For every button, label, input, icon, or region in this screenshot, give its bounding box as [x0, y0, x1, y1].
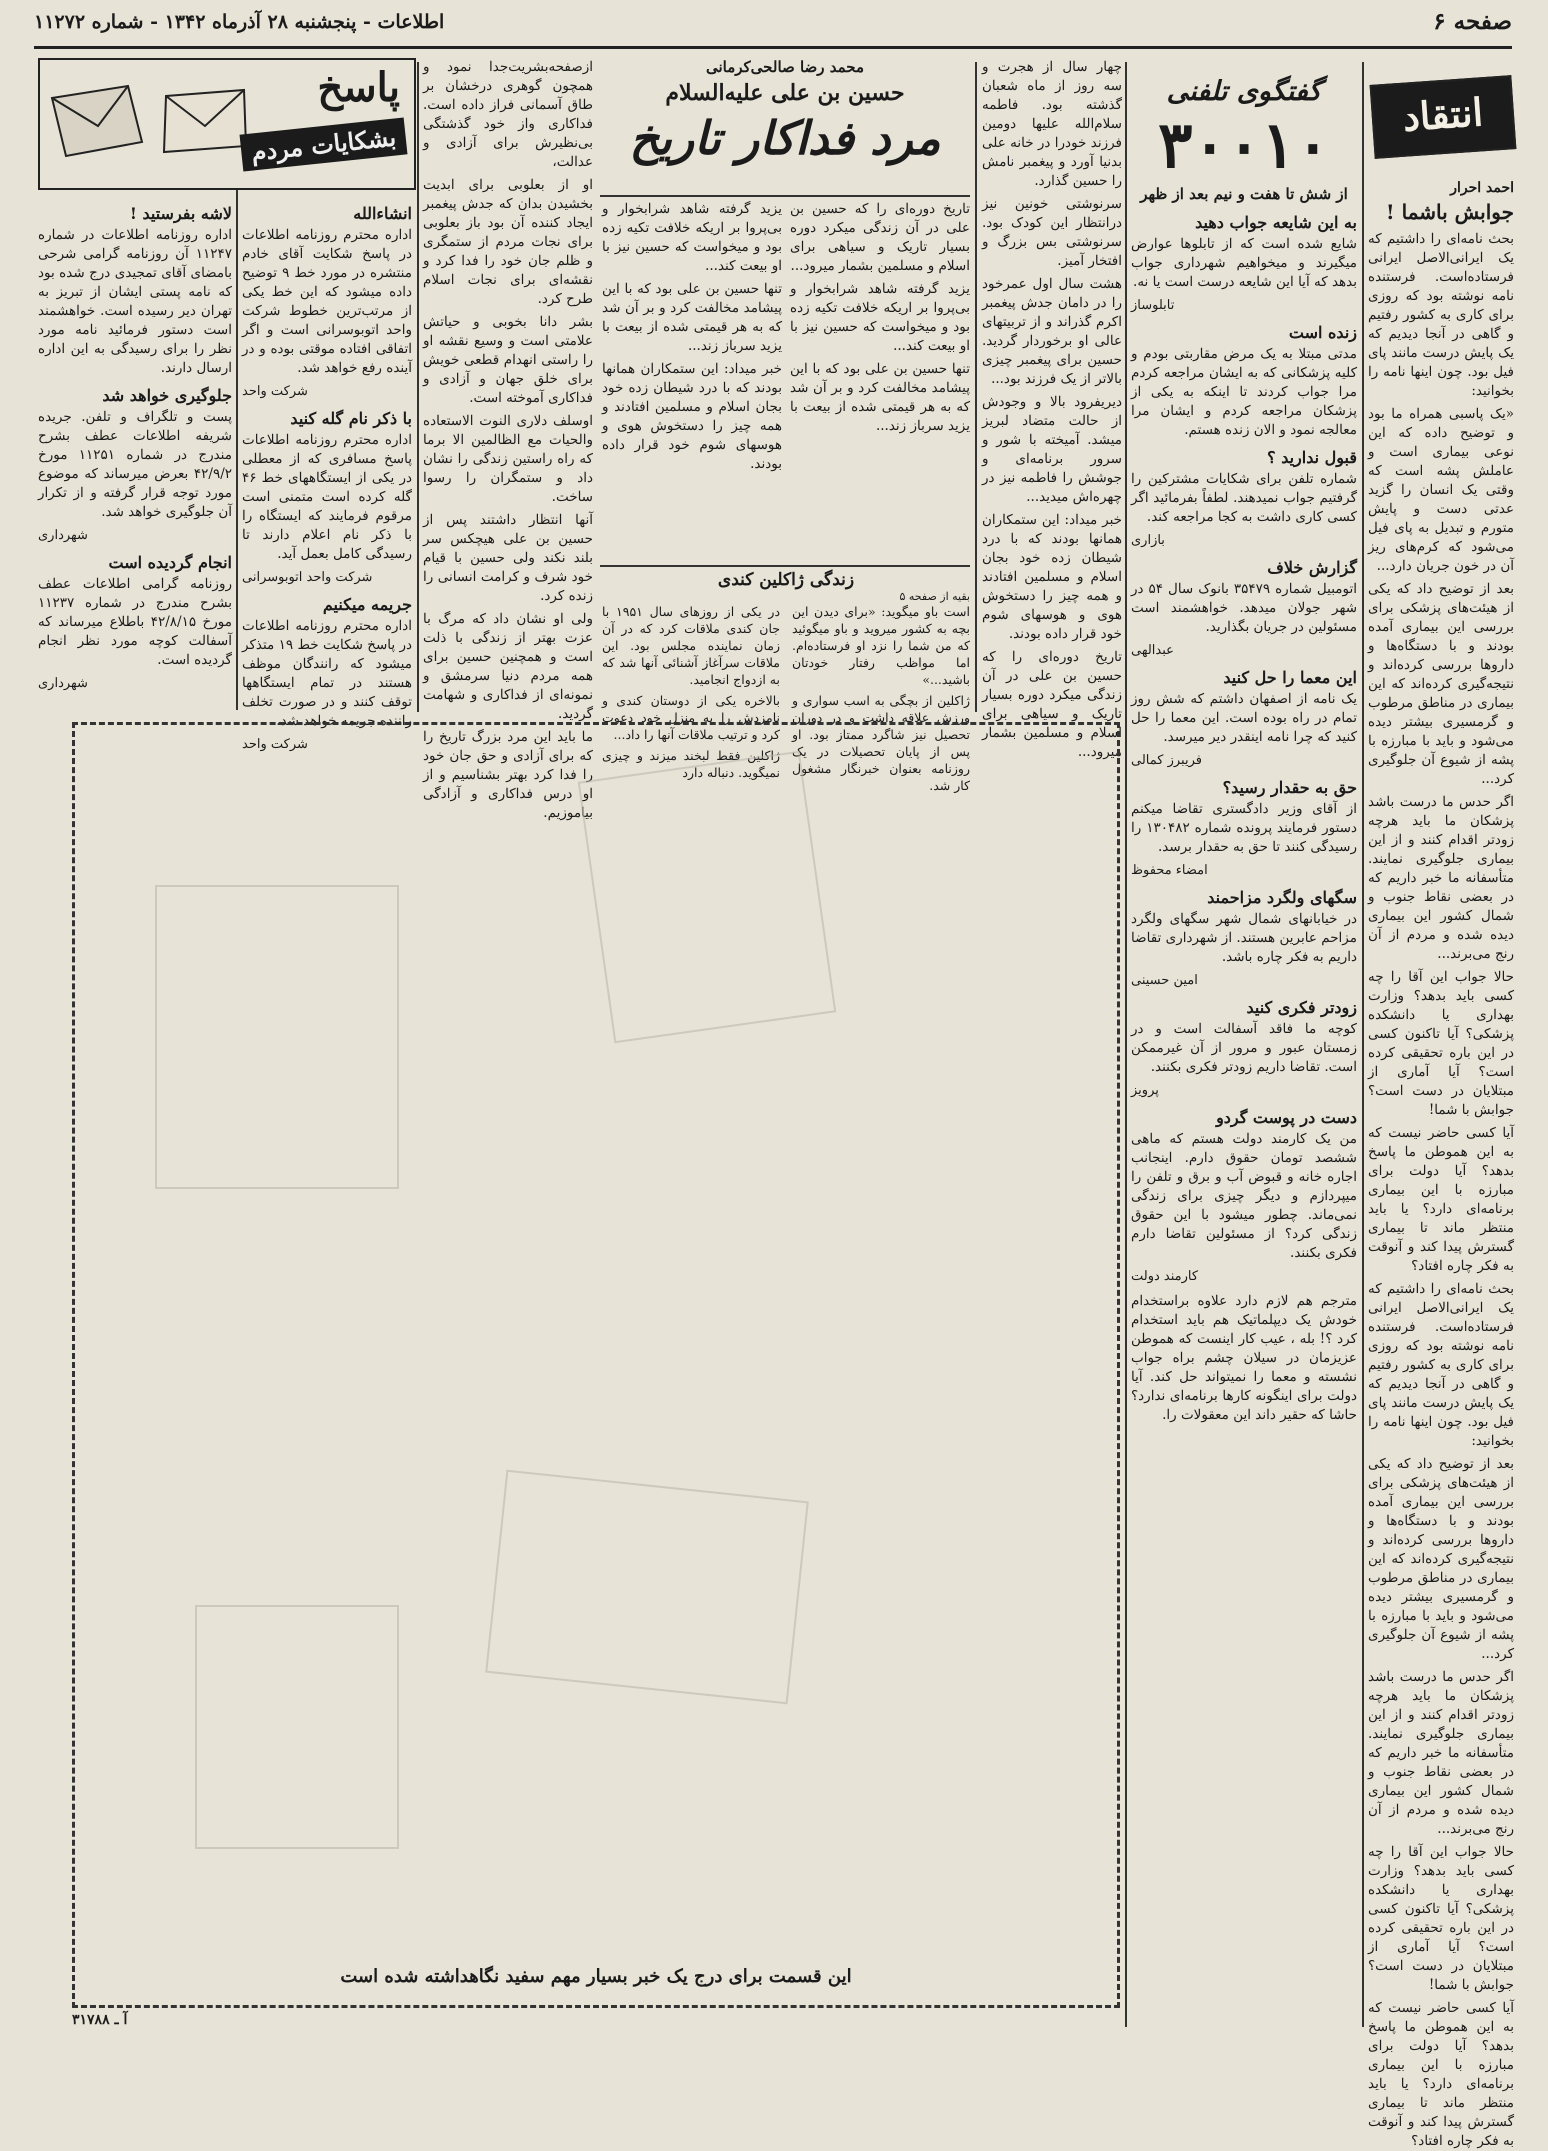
paragraph: هشت سال اول عمرخود را در دامان جدش پیغمبر اکرم گذراند و از تربیتهای عالی او برخوردار گردید. حسین برای پیغمبر چیزی بالاتر از یک فرزند بود...	[982, 276, 1122, 387]
column-rule	[1125, 62, 1127, 2027]
fadakar-subtitle: حسین بن علی علیه‌السلام	[665, 80, 905, 106]
item-heading: دست در پوست گردو	[1216, 1108, 1357, 1127]
paragraph: آیا کسی حاضر نیست که به این هموطن ما پاسخ بدهد؟ آیا دولت برای مبارزه با این بیماری برنامه‌ای دارد؟ یا باید منتظر ماند تا بیماری گسترش پیدا کند و آنوقت به فکر چاره افتاد؟	[1368, 2000, 1514, 2149]
critique-body	[1368, 230, 1514, 2151]
paragraph: ما باید این مرد بزرگ تاریخ را که برای آزادی و حق جان خود را فدا کرد بهتر بشناسیم و از او درس فداکاری و آزادگی بیاموزیم.	[423, 729, 593, 821]
complaints-col-2	[38, 196, 232, 712]
paragraph: اوسلف دلاری النوت الاستعاده والحیات مع الظالمین الا برما که راه راستین زندگی را نشان داد و ستمگران را رسوا ساخت.	[423, 413, 593, 505]
reserved-note: این قسمت برای درج یک خبر بسیار مهم سفید نگاهداشته شده است	[340, 1966, 852, 1987]
paragraph: حالا جواب این آقا را چه کسی باید بدهد؟ وزارت بهداری یا دانشکده پزشکی؟ آیا تاکنون کسی در این باره تحقیقی کرده است؟ آیا آماری از مبتلایان در دست است؟ جوابش با شما!	[1368, 1844, 1514, 1993]
item-heading: زودتر فکری کنید	[1246, 998, 1357, 1017]
footer-code: آ ـ ۳۱۷۸۸	[72, 2012, 128, 2028]
item-signature: شهرداری	[38, 528, 88, 543]
envelope-icon	[160, 86, 250, 156]
item-signature: امضاء محفوظ	[1131, 863, 1208, 878]
paragraph: بحث نامه‌ای را داشتیم که یک ایرانی‌الاصل ایرانی فرستاده‌است. فرستنده نامه نوشته بود که روزی برای کاری به کشور رفتیم و گاهی در آنجا دیدیم که یک پایش درست مانند پای فیل بود. چون اینها نامه را بخوانید:	[1368, 1281, 1514, 1449]
item-text: اداره محترم روزنامه اطلاعات در پاسخ شکایت خط ۱۹ متذکر میشود که رانندگان موظف هستند در تمام ایستگاهها توقف کنند و در صورت تخلف راننده جریمه خواهد شد.	[242, 618, 412, 729]
paragraph: اگر حدس ما درست باشد پزشکان ما باید هرچه زودتر اقدام کنند و از این بیماری جلوگیری نمایند. متأسفانه ما خبر داریم که در بعضی نقاط جنوب و شمال کشور این بیماری دیده شده و مردم از آن رنج می‌برند...	[1368, 794, 1514, 962]
item-heading: با ذکر نام گله کنید	[290, 409, 412, 428]
item-heading: زنده است	[1288, 323, 1357, 342]
item-text: اتومبیل شماره ۳۵۴۷۹ بانوک سال ۵۴ در شهر جولان میدهد. خواهشمند است مسئولین در جریان بگذارید.	[1131, 581, 1357, 635]
paragraph: حالا جواب این آقا را چه کسی باید بدهد؟ وزارت بهداری یا دانشکده پزشکی؟ آیا تاکنون کسی در این باره تحقیقی کرده است؟ آیا آماری از مبتلایان در دست است؟ جوابش با شما!	[1368, 969, 1514, 1118]
item-signature: کارمند دولت	[1131, 1269, 1199, 1284]
issue-info: اطلاعات - پنجشنبه ۲۸ آذرماه ۱۳۴۲ - شماره ۱۱۲۷۲	[34, 11, 445, 33]
critique-column	[1368, 58, 1514, 2149]
critique-author: احمد احرار	[1450, 180, 1514, 196]
paragraph: خبر میداد: این ستمکاران همانها بودند که با درد شیطان زده خود بجان اسلام و مسلمین افتادند و همه چیز را دستخوش هوی و هوسهای شوم خود قرار داده بودند.	[602, 361, 782, 472]
item-heading: قبول ندارید ؟	[1267, 448, 1357, 467]
paragraph: چهار سال از هجرت و سه روز از ماه شعبان گذشته بود. فاطمه سلام‌الله علیها دومین فرزند خودرا در خانه علی بدنیا آورد و پیغمبر نامش را حسین گذارد.	[982, 59, 1122, 189]
item-text: روزنامه گرامی اطلاعات عطف بشرح مندرج در شماره ۱۱۲۳۷ مورخ ۴۲/۸/۱۵ باطلاع میرساند که آسفالت کوچه مورد نظر انجام گردیده است.	[38, 576, 232, 668]
paragraph: در یکی از روزهای سال ۱۹۵۱ با جان کندی ملاقات کرد که در آن زمان نماینده مجلس بود. این ملاقات سرآغاز آشنائی آنها شد که به ازدواج انجامید.	[602, 604, 781, 687]
paragraph: ولی او نشان داد که مرگ با عزت بهتر از زندگی با ذلت است و همچنین حسین برای همه مردم دنیا سرمشق و نمونه‌ای از فداکاری و شهامت گردید.	[423, 611, 593, 722]
item-text: از آقای وزیر دادگستری تقاضا میکنم دستور فرمایند پرونده شماره ۱۳۰۴۸۲ را رسیدگی کنند تا حق به حقدار برسد.	[1131, 801, 1358, 855]
item-signature: شرکت واحد	[242, 737, 308, 752]
fadakar-first-col	[982, 58, 1122, 760]
paragraph: آیا کسی حاضر نیست که به این هموطن ما پاسخ بدهد؟ آیا دولت برای مبارزه با این بیماری برنامه‌ای دارد؟ یا باید منتظر ماند تا بیماری گسترش پیدا کند و آنوقت به فکر چاره افتاد؟	[1368, 1125, 1514, 1274]
kennedy-continued: بقیه از صفحه ۵	[899, 590, 970, 603]
item-text: کوچه ما فاقد آسفالت است و در زمستان عبور و مرور از آن غیرممکن است. تقاضا داریم زودتر فکری بکنند.	[1131, 1021, 1357, 1075]
page-number: صفحه ۶	[1433, 8, 1512, 35]
paragraph: ژاکلین فقط لبخند میزند و چیزی نمیگوید. دنباله دارد	[602, 748, 780, 780]
fadakar-second-col-body	[602, 200, 782, 474]
paragraph: تنها حسین بن علی بود که با این پیشامد مخالفت کرد و بر آن شد که به هر قیمتی شده از بیعت با یزید سرباز زند...	[602, 281, 782, 354]
complaints-header-box	[38, 58, 416, 190]
kennedy-title: زندگی ژاکلین کندی	[717, 570, 855, 590]
faint-ghost-shape	[195, 1605, 399, 1849]
item-signature: شرکت واحد	[242, 384, 308, 399]
item-signature: بازاری	[1131, 533, 1165, 548]
kennedy-article	[602, 570, 970, 793]
item-text: اداره محترم روزنامه اطلاعات پاسخ مسافری که از معطلی در یکی از ایستگاههای خط ۴۶ گله کرده است متمنی است مرقوم فرمایند که ایستگاه را با ذکر نام اعلام دارند تا رسیدگی کامل بعمل آید.	[242, 432, 412, 562]
paragraph: ازصفحه‌بشریت‌جدا نمود و همچون گوهری درخشان بر طاق آسمانی فراز داده است. فداکاری واز خود گذشتگی بی‌نظیرش برای آزادی و عدالت،	[423, 59, 593, 170]
faint-ghost-shape	[578, 751, 837, 1044]
item-heading: به این شایعه جواب دهید	[1195, 213, 1357, 232]
item-heading: حق به حقدار رسید؟	[1222, 778, 1357, 797]
paragraph: آنها انتظار داشتند پس از حسین بن علی هیچکس سر بلند نکند ولی حسین با قیام خود شرف و کرامت انسانی را زنده کرد.	[423, 512, 593, 604]
item-heading: انشاءالله	[353, 204, 412, 223]
item-signature: تابلوساز	[1131, 298, 1175, 313]
column-rule	[975, 62, 977, 712]
item-signature: امین حسینی	[1131, 973, 1198, 988]
fadakar-byline: محمد رضا صالحی‌کرمانی	[705, 58, 865, 76]
paragraph: است باو میگوید: «برای دیدن این بچه به کشور میروید و باو میگوئید که من شما را نزد او فرستاده‌ام. اما مواظب رفتار خودتان باشید...»	[792, 604, 970, 687]
item-heading: جریمه میکنیم	[322, 595, 412, 614]
item-text: اداره روزنامه اطلاعات در شماره ۱۱۲۴۷ آن روزنامه گرامی شرحی بامضای آقای تمجیدی درج شده بود که نامه پستی ایشان از تبریز به تهران دیر رسیده است. خواهشمند است دستور فرمائید نامه مورد نظر را برای رسیدگی به این اداره ارسال دارند.	[38, 227, 232, 376]
paragraph: دیریفرود بالا و وجودش از حالت متضاد لبریز میشد. آمیخته با شور و سرور برنامه‌ای و جوشش را فاطمه نیز در چهره‌اش میدید...	[982, 394, 1122, 505]
item-heading: گزارش خلاف	[1267, 558, 1357, 577]
item-heading: سگهای ولگرد مزاحمند	[1207, 888, 1357, 907]
item-signature: عبدالهی	[1131, 643, 1174, 658]
paragraph: اگر حدس ما درست باشد پزشکان ما باید هرچه زودتر اقدام کنند و از این بیماری جلوگیری نمایند. متأسفانه ما خبر داریم که در بعضی نقاط جنوب و شمال کشور این بیماری دیده شده و مردم از آن رنج می‌برند...	[1368, 1669, 1514, 1837]
envelope-icon	[48, 78, 148, 163]
complaints-col-1-body	[242, 204, 412, 754]
reserved-blank-area	[72, 722, 1120, 2008]
fadakar-first-col-body	[982, 58, 1122, 762]
item-text: یک نامه از اصفهان داشتم که شش روز تمام در راه بوده است. این معما را حل کنید که چرا نامه اینقدر دیر میرسد.	[1131, 691, 1357, 745]
fadakar-continued	[423, 58, 593, 821]
item-text: شایع شده است که از تابلوها عوارض میگیرند و میخواهیم شهرداری جواب بدهد که آیا این شایعه درست است یا نه.	[1131, 236, 1357, 290]
critique-title: جوابش باشما !	[1385, 200, 1514, 224]
paragraph: بشر دانا بخوبی و حیاتش علامتی است و وسیع نقشه او را راستی انهدام قطعی خویش برای خلق جهان و آزادی و فداکاری آموخته است.	[423, 314, 593, 406]
item-text: شماره تلفن برای شکایات مشترکین را گرفتیم جواب نمیدهند. لطفاً بفرمائید اگر کسی کاری داشت به کجا مراجعه کند.	[1131, 471, 1357, 525]
item-signature: شرکت واحد اتوبوسرانی	[242, 570, 373, 585]
item-text: در خیابانهای شمال شهر سگهای ولگرد مزاحم عابرین هستند. از شهرداری تقاضا داریم به فکر چاره باشد.	[1131, 911, 1357, 965]
paragraph: بعد از توضیح داد که یکی از هیئت‌های پزشکی برای بررسی این بیماری آمده بودند و با دستگاه‌ها و داروها بررسی کرده‌اند و نتیجه‌گیری کرده‌اند که این بیماری در مناطق مرطوب و گرمسیری بیشتر دیده می‌شود و باید با مبارزه با پشه از شیوع آن جلوگیری کرد...	[1368, 1456, 1514, 1662]
row-rule	[600, 195, 970, 197]
fadakar-second-col	[602, 200, 782, 560]
paragraph: تاریخ دوره‌ای را که حسین بن علی در آن زندگی میکرد دوره بسیار تاریک و سیاهی برای اسلام و مسلمین بشمار میرود...	[790, 201, 970, 274]
phone-column	[1131, 58, 1357, 2033]
item-heading: انجام گردیده است	[108, 553, 232, 572]
critique-logo-text: انتقاد	[1401, 89, 1485, 140]
phone-hours: از شش تا هفت و نیم بعد از ظهر	[1140, 185, 1348, 203]
column-rule	[236, 190, 238, 710]
paragraph: ژاکلین از بچگی به اسب سواری و ورزش علاقه داشت و در دوران تحصیل نیز شاگرد ممتاز بود. او پس از پایان تحصیلات در یک روزنامه بعنوان خبرنگار مشغول کار شد.	[792, 693, 970, 793]
complaints-col-1	[242, 196, 412, 752]
item-text: مترجم هم لازم دارد علاوه براستخدام خودش یک دیپلماتیک هم باید استخدام کرد ؟! بله ، عیب کار اینست که هموطن عزیزمان در سیلان چشم براه جواب نشسته و معما را نمیتواند حل کند. آیا دولت برای اینگونه کارها برنامه‌ای ندارد؟ حاشا که حقیر داند این معقولات را.	[1131, 1293, 1357, 1423]
item-text: من یک کارمند دولت هستم که ماهی ششصد تومان حقوق دارم. اینجانب اجاره خانه و قبوض آب و برق و تلفن را میپردازم و دیگر چیزی برای زندگی نمی‌ماند. چطور میشود با این حقوق زندگی کرد؟ از مسئولین تقاضا دارم فکری بکنند.	[1131, 1131, 1357, 1261]
item-heading: این معما را حل کنید	[1223, 668, 1357, 687]
paragraph: بحث نامه‌ای را داشتیم که یک ایرانی‌الاصل ایرانی فرستاده‌است. فرستنده نامه نوشته بود که روزی برای کاری به کشور رفتیم و گاهی در آنجا دیدیم که یک پایش درست مانند پای فیل بود. چون اینها نامه را بخوانید:	[1368, 231, 1514, 399]
phone-title: گفتگوی تلفنی	[1166, 76, 1322, 107]
paragraph: یزید گرفته شاهد شرابخوار و بی‌پروا بر اریکه خلافت تکیه زده بود و میخواست که حسین نیز با او بیعت کند...	[790, 281, 970, 354]
paragraph: خبر میداد: این ستمکاران همانها بودند که با درد شیطان زده خود بجان اسلام و مسلمین افتادند و همه چیز را دستخوش هوی و هوسهای شوم خود قرار داده بودند.	[982, 512, 1122, 642]
column-rule	[417, 62, 419, 712]
phone-items	[1131, 213, 1357, 1425]
paragraph: تنها حسین بن علی بود که با این پیشامد مخالفت کرد و بر آن شد که به هر قیمتی شده از بیعت با یزید سرباز زند...	[790, 361, 970, 434]
faint-ghost-shape	[485, 1470, 809, 1705]
item-signature: شهرداری	[38, 676, 88, 691]
phone-number: ۳۰۰۱۰	[1158, 108, 1330, 183]
faint-ghost-shape	[155, 885, 399, 1189]
paragraph: بعد از توضیح داد که یکی از هیئت‌های پزشکی برای بررسی این بیماری آمده بودند و با دستگاه‌ها و داروها بررسی کرده‌اند و نتیجه‌گیری کرده‌اند که این بیماری در مناطق مرطوب و گرمسیری بیشتر دیده می‌شود و باید با مبارزه با پشه از شیوع آن جلوگیری کرد...	[1368, 581, 1514, 787]
item-text: مدتی مبتلا به یک مرض مقاربتی بودم و کلیه پزشکانی که به ایشان مراجعه کردم مرا جواب کردند تا اینکه به یکی از پزشکان مراجعه کردم و ایشان مرا معالجه نمود و الان زنده هستم.	[1131, 346, 1357, 438]
row-rule	[600, 565, 970, 567]
item-heading: جلوگیری خواهد شد	[102, 386, 232, 405]
fadakar-continued-body	[423, 58, 593, 823]
complaints-col-2-body	[38, 204, 232, 693]
complaints-title: پاسخ	[317, 64, 400, 111]
paragraph: بالاخره یکی از دوستان کندی و نامزدش را به منزل خود دعوت کرد و ترتیب ملاقات آنها را داد...	[602, 693, 780, 742]
critique-logo	[1370, 75, 1517, 159]
paragraph: سرنوشتی خونین نیز درانتظار این کودک بود. سرنوشتی بس بزرگ و افتخار آمیز.	[982, 196, 1122, 269]
paragraph: یزید گرفته شاهد شرابخوار و بی‌پروا بر اریکه خلافت تکیه زده بود و میخواست که حسین نیز با او بیعت کند...	[602, 201, 782, 274]
fadakar-title: مرد فداکار تاریخ	[629, 111, 941, 165]
fadakar-third-col-body	[790, 200, 970, 436]
item-signature: پرویز	[1131, 1083, 1159, 1098]
item-text: پست و تلگراف و تلفن. جریده شریفه اطلاعات عطف بشرح مندرج در شماره ۱۱۲۵۱ مورخ ۴۲/۹/۲ بعرض میرساند که موضوع مورد توجه قرار گرفته و از تکرار آن جلوگیری خواهد شد.	[38, 409, 232, 520]
item-signature: فریبرز کمالی	[1131, 753, 1202, 768]
item-heading: لاشه بفرستید !	[129, 204, 232, 223]
complaints-subtitle: بشکایات مردم	[239, 117, 407, 171]
item-text: اداره محترم روزنامه اطلاعات در پاسخ شکایت آقای خادم منتشره در مورد خط ۹ توضیح داده میشود که این خط یکی از مرتب‌ترین خطوط شرکت واحد اتوبوسرانی است و اگر اتفاقی افتاده موقتی بوده و در آینده رفع خواهد شد.	[242, 227, 412, 376]
paragraph: او از بعلوبی برای ابدیت بخشیدن بدان که جدش پیغمبر ایجاد کننده آن بود باز بعلوبی برای نجات مردم از ستمگری و ظلم جان خود را فدا کرد و نقشه‌ای برای نجات اسلام طرح کرد.	[423, 177, 593, 307]
fadakar-headline	[600, 58, 970, 193]
page-header	[34, 8, 1512, 49]
paragraph: تاریخ دوره‌ای را که حسین بن علی در آن زندگی میکرد دوره بسیار تاریک و سیاهی برای اسلام و مسلمین بشمار میرود...	[982, 649, 1122, 760]
fadakar-third-col	[790, 200, 970, 560]
column-rule	[1362, 62, 1364, 2027]
paragraph: «یک پاسبی همراه ما بود و توضیح داده که این نوعی بیماری است و عاملش پشه است که وقتی یک انسان را گزید عدتی دست و پایش متورم و تبدیل به پای فیل می‌شود که کرم‌های ریز آن در خون جریان دارد...	[1368, 406, 1514, 574]
